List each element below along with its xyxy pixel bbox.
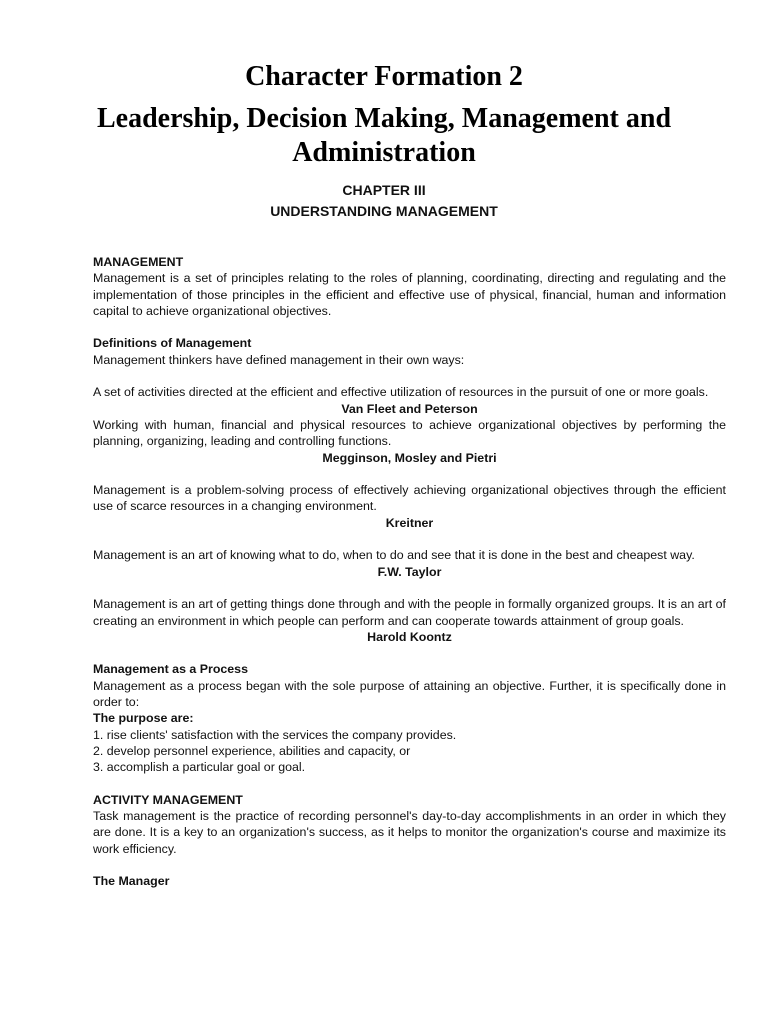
chapter-title: UNDERSTANDING MANAGEMENT — [270, 203, 498, 219]
definition-author: Van Fleet and Peterson — [341, 401, 478, 416]
purpose-heading: The purpose are: — [93, 711, 194, 726]
definition-text: Management is a problem-solving process of effectively achieving organizational objectives through the efficient use of scarce resources in a changing environment. — [93, 483, 726, 514]
document-title: Character Formation 2 — [245, 61, 523, 92]
spacer — [93, 645, 726, 661]
document-body — [93, 254, 726, 890]
purpose-list-item: 2. develop personnel experience, abilities and capacity, or — [93, 743, 411, 758]
purpose-list-item: 3. accomplish a particular goal or goal. — [93, 760, 306, 775]
spacer — [93, 776, 726, 792]
definition-author: Harold Koontz — [367, 629, 452, 644]
section-heading-definitions: Definitions of Management — [93, 336, 252, 351]
spacer — [93, 531, 726, 547]
spacer — [93, 580, 726, 596]
title-block — [0, 58, 768, 170]
activity-paragraph: Task management is the practice of recording personnel's day-to-day accomplishments in an order in which they are done. It is a key to an organization's success, as it helps to monitor the organization's course and maximize its work efficiency. — [93, 809, 726, 856]
spacer — [93, 368, 726, 384]
section-heading-process: Management as a Process — [93, 662, 248, 677]
purpose-list-item: 1. rise clients' satisfaction with the services the company provides. — [93, 727, 457, 742]
section-heading-activity: ACTIVITY MANAGEMENT — [93, 792, 243, 807]
section-heading-manager: The Manager — [93, 874, 170, 889]
definition-text: Management is an art of getting things done through and with the people in formally organized groups. It is an art of creating an environment in which people can perform and can cooperate towards attainment of group goals. — [93, 597, 726, 628]
process-paragraph: Management as a process began with the sole purpose of attaining an objective. Further, it is specifically done in order to: — [93, 678, 726, 710]
definition-author: Kreitner — [385, 515, 434, 530]
document-subtitle: Leadership, Decision Making, Management and Administration — [96, 103, 672, 168]
chapter-number: CHAPTER III — [342, 182, 426, 198]
spacer — [93, 466, 726, 482]
spacer — [93, 857, 726, 873]
management-paragraph: Management is a set of principles relating to the roles of planning, coordinating, directing and regulating and the implementation of those principles in the efficient and effective use of physical, financial, human and information capital to achieve organizational objectives. — [93, 271, 726, 318]
definition-text: Management is an art of knowing what to do, when to do and see that it is done in the best and cheapest way. — [93, 548, 695, 563]
chapter-block — [0, 180, 768, 222]
definition-author: Megginson, Mosley and Pietri — [322, 450, 497, 465]
definitions-intro: Management thinkers have defined management in their own ways: — [93, 352, 465, 367]
definition-author: F.W. Taylor — [377, 564, 442, 579]
definition-text: Working with human, financial and physical resources to achieve organizational objectives by performing the planning, organizing, leading and controlling functions. — [93, 417, 726, 449]
definition-text: A set of activities directed at the efficient and effective utilization of resources in the pursuit of one or more goals. — [93, 385, 709, 400]
spacer — [93, 319, 726, 335]
section-heading-management: MANAGEMENT — [93, 255, 184, 269]
